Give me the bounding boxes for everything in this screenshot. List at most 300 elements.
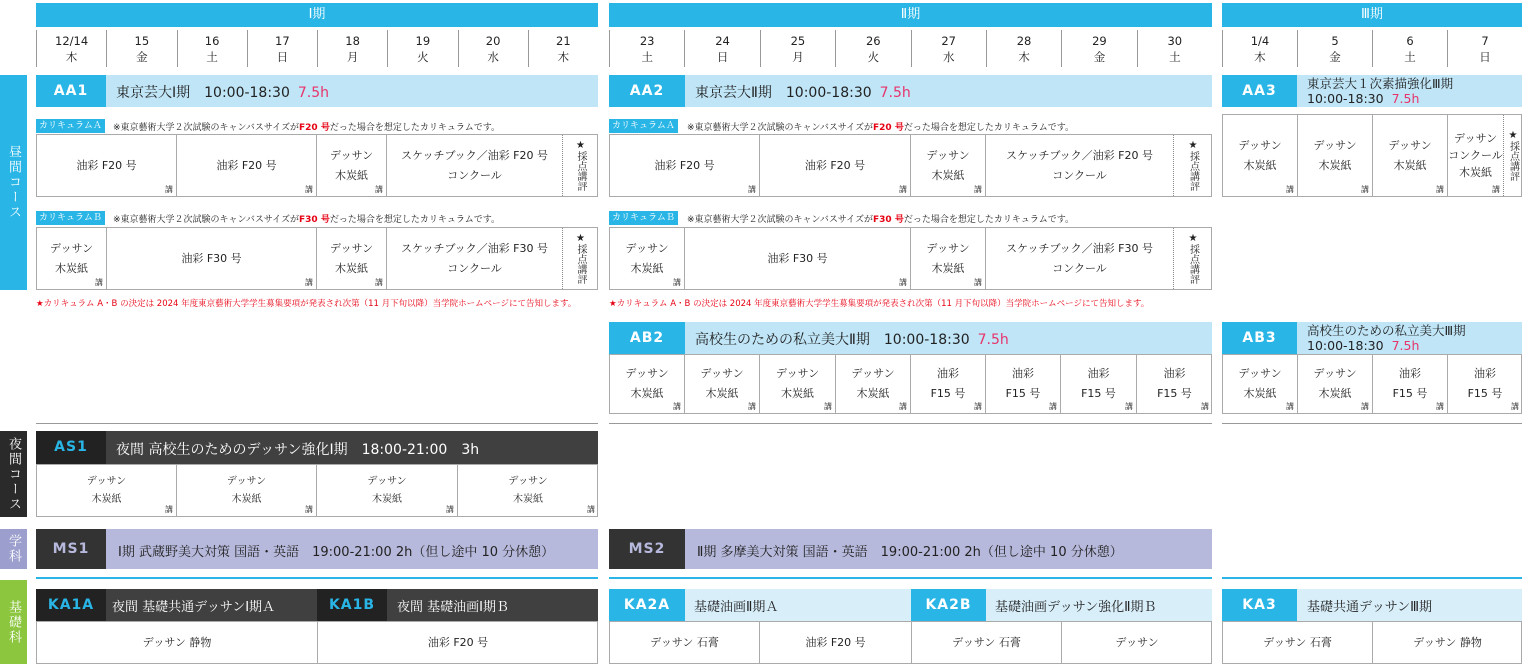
- ko-mark: 講: [375, 278, 383, 287]
- ka1a-title: 夜間 基礎共通デッサンⅠ期Ａ: [112, 600, 276, 615]
- aa1-a-cell-1: [37, 135, 177, 196]
- cell-label: デッサン: [226, 475, 267, 487]
- ko-mark: 講: [748, 185, 756, 194]
- cell-label: 油彩 F30 号: [181, 251, 242, 265]
- ms2-tag: MS2: [609, 529, 685, 569]
- date-day: 20: [485, 34, 501, 48]
- ka2b-tag: KA2B: [911, 589, 986, 621]
- date-cell: [36, 30, 106, 67]
- divider-night-2: [609, 423, 1212, 424]
- date-cell: [609, 30, 684, 67]
- aa1-curriculum-a-badge: カリキュラムＡ: [36, 119, 105, 133]
- aa1-b-cell-1: [37, 228, 107, 289]
- date-day: 1/4: [1250, 34, 1270, 48]
- ko-mark: 講: [587, 505, 595, 514]
- cell-label: 油彩 F20 号: [76, 158, 137, 172]
- ms2-title: Ⅱ期 多摩美大対策 国語・英語 19:00-21:00 2h（但し途中 10 分休憩）: [697, 545, 1123, 560]
- ka2b-cell-2: [1062, 622, 1212, 663]
- cell-label-2: 木炭紙: [856, 387, 890, 400]
- ko-mark: 講: [95, 278, 103, 287]
- aa1-cur-a-pre: ※東京藝術大学２次試験のキャンバスサイズが: [113, 123, 300, 133]
- aa2-b-cell-3: [911, 228, 986, 289]
- cell-label-2: 木炭紙: [91, 493, 122, 505]
- aa1-cur-b-pre: ※東京藝術大学２次試験のキャンバスサイズが: [113, 215, 300, 225]
- date-day: 16: [204, 34, 220, 48]
- cell-label-2: 木炭紙: [931, 168, 965, 182]
- side-label-night: 夜間コース: [0, 431, 27, 517]
- aa1-cur-b-post: だった場合を想定したカリキュラムです。: [329, 215, 501, 225]
- aa1-curriculum-b-row: [36, 227, 598, 290]
- ko-mark: 講: [1361, 185, 1369, 194]
- aa2-tag: AA2: [609, 75, 685, 107]
- ko-mark: 講: [1436, 402, 1444, 411]
- cell-label: 油彩: [1087, 367, 1110, 380]
- aa2-cur-a-post: だった場合を想定したカリキュラムです。: [903, 123, 1075, 133]
- date-cell: [177, 30, 247, 67]
- aa1-title: [116, 82, 329, 102]
- aa2-a-cell-3: [911, 135, 986, 196]
- divider-kiso-3: [1222, 577, 1522, 579]
- review-label: 採点講評: [1187, 151, 1199, 191]
- ka2a-tag: KA2A: [609, 589, 685, 621]
- aa2-b-cell-1: [610, 228, 685, 289]
- star-icon: ★: [1507, 130, 1519, 141]
- ko-mark: 講: [974, 402, 982, 411]
- cell-label-2: F15 号: [1392, 387, 1428, 400]
- phase-3-header: Ⅲ期: [1222, 3, 1522, 27]
- date-day: 18: [345, 34, 360, 48]
- date-weekday: 金: [136, 50, 148, 64]
- date-day: 17: [275, 34, 290, 48]
- date-day: 25: [790, 34, 806, 48]
- aa2-cur-a-red: F20 号: [873, 123, 904, 133]
- cell-label: 油彩: [1474, 367, 1496, 380]
- cell-label-2: F15 号: [1005, 387, 1041, 400]
- ka2b-title: 基礎油画デッサン強化Ⅱ期Ｂ: [995, 600, 1157, 615]
- cell-label: デッサン: [625, 367, 669, 380]
- cell-label: デッサン: [329, 148, 374, 162]
- date-day: 28: [1016, 34, 1032, 48]
- date-cell: [106, 30, 176, 67]
- date-weekday: 火: [417, 50, 429, 64]
- cell-label: 油彩 F30 号: [767, 251, 828, 265]
- side-label-kiso: 基礎科: [0, 580, 27, 664]
- cell-label: デッサン: [851, 367, 895, 380]
- date-day: 21: [556, 34, 571, 48]
- cell-label: デッサン: [926, 148, 970, 162]
- cell-label: 油彩 F20 号: [804, 158, 866, 172]
- date-day: 19: [415, 34, 431, 48]
- cell-label-2: 木炭紙: [55, 261, 88, 275]
- aa2-cur-b-post: だった場合を想定したカリキュラムです。: [903, 215, 1075, 225]
- ka2b-cell-1: [912, 622, 1062, 663]
- cell-label: デッサン: [775, 367, 820, 380]
- cell-label: デッサン: [1238, 367, 1282, 380]
- aa3-cell-2: [1298, 115, 1373, 196]
- date-weekday: 日: [276, 50, 289, 64]
- cell-label-2: コンクール: [447, 261, 502, 275]
- cell-label: デッサン: [508, 475, 548, 487]
- ka3-title: 基礎共通デッサンⅢ期: [1307, 600, 1433, 615]
- as1-cell-4: [458, 465, 598, 516]
- ka1-row: [36, 621, 598, 664]
- cell-label: デッサン: [1453, 132, 1498, 145]
- as1-title: 夜間 高校生のためのデッサン強化Ⅰ期 18:00-21:00 3h: [116, 442, 480, 458]
- as1-tag: AS1: [36, 431, 106, 464]
- aa1-title-text: 東京芸大Ⅰ期 10:00-18:30: [116, 85, 290, 101]
- cell-label: デッサン: [625, 241, 669, 255]
- cell-label: 油彩 F20 号: [805, 635, 866, 649]
- aa2-hours: 7.5h: [879, 85, 911, 101]
- ko-mark: 講: [899, 278, 907, 287]
- aa3-title: [1307, 76, 1453, 106]
- cell-label-2: コンクール: [1448, 149, 1503, 162]
- ko-mark: 講: [305, 278, 313, 287]
- cell-label: デッサン 石膏: [650, 635, 719, 649]
- cell-label: デッサン: [329, 241, 374, 255]
- ab3-cell-4: [1448, 355, 1522, 413]
- cell-label: 油彩 F20 号: [427, 635, 489, 649]
- ko-mark: 講: [673, 402, 681, 411]
- ms1-tag: MS1: [36, 529, 106, 569]
- as1-cell-1: [37, 465, 177, 516]
- cell-label: デッサン 静物: [142, 635, 212, 649]
- date-day: 15: [134, 34, 150, 48]
- ko-mark: 講: [165, 185, 173, 194]
- ab2-cell-2: [685, 355, 760, 413]
- ko-mark: 講: [1286, 185, 1294, 194]
- ab2-cell-8: [1137, 355, 1212, 413]
- date-weekday: 木: [1254, 50, 1266, 64]
- ab2-title: [695, 329, 1009, 349]
- ab3-title-line2: 10:00-18:30: [1307, 338, 1384, 353]
- aa1-curriculum-a-note: [113, 120, 500, 133]
- aa2-curriculum-a-badge: カリキュラムＡ: [609, 119, 678, 133]
- date-day: 26: [865, 34, 881, 48]
- star-icon: ★: [1187, 233, 1199, 244]
- aa2-a-cell-1: [610, 135, 760, 196]
- ko-mark: 講: [899, 185, 907, 194]
- date-day: 7: [1481, 34, 1489, 48]
- ka1b-tag: KA1B: [317, 589, 387, 621]
- cell-label: デッサン: [926, 241, 970, 255]
- aa1-curriculum-b-note: [113, 212, 500, 225]
- ab2-row: [609, 354, 1212, 414]
- cell-label-2: 木炭紙: [335, 168, 368, 182]
- date-weekday: 火: [867, 50, 880, 64]
- cell-label-2: F15 号: [930, 387, 966, 400]
- ko-mark: 講: [1511, 402, 1519, 411]
- ko-mark: 講: [1436, 185, 1444, 194]
- aa1-a-cell-review: [563, 135, 598, 196]
- date-day: 29: [1092, 34, 1107, 48]
- date-day: 6: [1406, 34, 1414, 48]
- ka2a-cell-2: [760, 622, 912, 663]
- date-weekday: 水: [942, 50, 955, 64]
- aa2-b-cell-4: [986, 228, 1174, 289]
- divider-night-3: [1222, 423, 1522, 424]
- date-weekday: 日: [716, 50, 729, 64]
- cell-label-2: 木炭紙: [1393, 158, 1427, 172]
- ka1b-cell: [318, 622, 598, 663]
- date-day: 5: [1331, 34, 1339, 48]
- ka3-cell-1: [1223, 622, 1373, 663]
- date-cell: [528, 30, 598, 67]
- cell-label: デッサン: [1313, 367, 1357, 380]
- ka3-cell-2: [1373, 622, 1522, 663]
- side-label-gakka: 学科: [0, 529, 27, 569]
- date-weekday: 木: [557, 50, 570, 64]
- aa2-footnote: ★カリキュラム A・B の決定は 2024 年度東京藝術大学学生募集要項が発表され次第（11 月下旬以降）当学院ホームページにて告知します。: [609, 299, 1150, 309]
- aa2-curriculum-b-note: [687, 212, 1074, 225]
- cell-label-2: 木炭紙: [705, 387, 739, 400]
- date-cell: [684, 30, 759, 67]
- ko-mark: 講: [899, 402, 907, 411]
- cell-label-2: コンクール: [1052, 261, 1107, 275]
- cell-label: デッサン: [86, 475, 127, 487]
- cell-label: デッサン: [367, 475, 407, 487]
- aa3-title-line1: 東京芸大１次素描強化Ⅲ期: [1307, 76, 1454, 91]
- aa2-title: [695, 82, 911, 102]
- ab2-title-text: 高校生のための私立美大Ⅱ期 10:00-18:30: [695, 332, 970, 348]
- aa2-b-cell-2: [685, 228, 911, 289]
- ko-mark: 講: [305, 505, 313, 514]
- cell-label-2: 木炭紙: [1243, 158, 1277, 172]
- aa1-a-cell-4: [387, 135, 563, 196]
- ab2-cell-6: [986, 355, 1061, 413]
- cell-label-2: F15 号: [1157, 387, 1192, 400]
- ab3-tag: AB3: [1222, 322, 1297, 354]
- cell-label: 油彩: [1163, 367, 1186, 380]
- phase-1-header: Ⅰ期: [36, 3, 598, 27]
- ko-mark: 講: [1361, 402, 1369, 411]
- aa3-cell-4: [1448, 115, 1504, 196]
- ko-mark: 講: [1201, 402, 1209, 411]
- cell-label-2: コンクール: [1052, 168, 1107, 182]
- ko-mark: 講: [305, 185, 313, 194]
- aa3-tag: AA3: [1222, 75, 1297, 107]
- cell-label: デッサン: [1238, 138, 1282, 152]
- date-cell: [760, 30, 835, 67]
- as1-cell-3: [317, 465, 458, 516]
- date-weekday: 土: [1404, 50, 1416, 64]
- aa2-cur-b-pre: ※東京藝術大学２次試験のキャンバスサイズが: [687, 215, 874, 225]
- date-cell: [835, 30, 910, 67]
- ab3-title: [1307, 323, 1466, 353]
- cell-label-3: 木炭紙: [1459, 166, 1492, 179]
- cell-label: 油彩 F20 号: [216, 158, 277, 172]
- ka3-row: [1222, 621, 1522, 664]
- review-label: 採点講評: [575, 244, 586, 284]
- cell-label-2: 木炭紙: [231, 493, 262, 505]
- ab2-cell-3: [760, 355, 836, 413]
- date-weekday: 土: [206, 50, 218, 64]
- date-cell: [1297, 30, 1372, 67]
- aa2-b-cell-review: [1174, 228, 1212, 289]
- aa1-curriculum-b-badge: カリキュラムＢ: [36, 211, 105, 225]
- date-weekday: 土: [1169, 50, 1181, 64]
- ka1b-title: 夜間 基礎油画Ⅰ期Ｂ: [397, 600, 509, 615]
- ka1a-tag: KA1A: [36, 589, 106, 621]
- aa2-a-cell-review: [1174, 135, 1212, 196]
- date-weekday: 木: [65, 50, 78, 64]
- date-day: 27: [941, 34, 956, 48]
- ko-mark: 講: [974, 185, 982, 194]
- ab2-cell-4: [836, 355, 911, 413]
- cell-label: デッサン: [49, 241, 94, 255]
- cell-label: デッサン: [700, 367, 744, 380]
- cell-label: デッサン: [1388, 138, 1432, 152]
- cell-label-2: 木炭紙: [335, 261, 368, 275]
- date-cell: [911, 30, 986, 67]
- review-label: 採点講評: [1187, 244, 1199, 284]
- cell-label: スケッチブック／油彩 F30 号: [401, 241, 548, 255]
- aa2-title-text: 東京芸大Ⅱ期 10:00-18:30: [695, 85, 872, 101]
- cell-label-2: 木炭紙: [630, 387, 664, 400]
- divider-kiso-1: [36, 577, 598, 579]
- aa3-title-line2: 10:00-18:30: [1307, 91, 1384, 106]
- date-cell: [1137, 30, 1212, 67]
- review-label: 採点講評: [1507, 141, 1519, 181]
- date-weekday: 日: [1479, 50, 1491, 64]
- date-weekday: 月: [792, 50, 804, 64]
- cell-label: スケッチブック／油彩 F20 号: [401, 148, 548, 162]
- cell-label-2: 木炭紙: [931, 261, 965, 275]
- aa1-b-cell-3: [317, 228, 387, 289]
- aa1-tag: AA1: [36, 75, 106, 107]
- aa1-footnote: ★カリキュラム A・B の決定は 2024 年度東京藝術大学学生募集要項が発表され次第（11 月下旬以降）当学院ホームページにて告知します。: [36, 299, 577, 309]
- ab3-title-line1: 高校生のための私立美大Ⅲ期: [1307, 323, 1466, 338]
- aa1-hours: 7.5h: [297, 85, 330, 101]
- date-day: 24: [715, 34, 730, 48]
- cell-label: スケッチブック／油彩 F30 号: [1006, 241, 1153, 255]
- aa2-curriculum-a-note: [687, 120, 1074, 133]
- cell-label: 油彩: [937, 367, 959, 380]
- date-day: 23: [639, 34, 655, 48]
- star-icon: ★: [575, 140, 586, 151]
- cell-label-2: 木炭紙: [630, 261, 664, 275]
- ko-mark: 講: [673, 278, 681, 287]
- cell-label-2: 木炭紙: [513, 493, 543, 505]
- aa2-cur-a-pre: ※東京藝術大学２次試験のキャンバスサイズが: [687, 123, 874, 133]
- date-cell: [247, 30, 317, 67]
- ab2-hours: 7.5h: [977, 332, 1009, 348]
- aa1-a-cell-3: [317, 135, 387, 196]
- aa1-b-cell-review: [563, 228, 598, 289]
- aa3-cell-1: [1223, 115, 1298, 196]
- date-weekday: 木: [1018, 50, 1030, 64]
- date-cell: [387, 30, 457, 67]
- ab3-cell-1: [1223, 355, 1298, 413]
- cell-label-2: 木炭紙: [1243, 387, 1277, 400]
- cell-label: スケッチブック／油彩 F20 号: [1006, 148, 1153, 162]
- cell-label: 油彩: [1012, 367, 1034, 380]
- aa1-b-cell-4: [387, 228, 563, 289]
- ko-mark: 講: [1049, 402, 1057, 411]
- ab3-cell-2: [1298, 355, 1373, 413]
- cell-label-2: 木炭紙: [781, 387, 814, 400]
- aa2-curriculum-b-row: [609, 227, 1212, 290]
- aa2-a-cell-2: [760, 135, 911, 196]
- cell-label: 油彩: [1399, 367, 1421, 380]
- ab2-cell-1: [610, 355, 685, 413]
- ko-mark: 講: [1492, 185, 1500, 194]
- star-icon: ★: [575, 233, 586, 244]
- aa1-cur-a-red: F20 号: [299, 123, 330, 133]
- cell-label-2: 木炭紙: [1318, 158, 1352, 172]
- cell-label: デッサン 石膏: [1263, 635, 1332, 649]
- ab2-tag: AB2: [609, 322, 685, 354]
- ko-mark: 講: [974, 278, 982, 287]
- ka2a-cell-1: [610, 622, 760, 663]
- date-weekday: 月: [346, 50, 359, 64]
- date-cell: [1061, 30, 1136, 67]
- date-cell: [1222, 30, 1297, 67]
- ab3-cell-3: [1373, 355, 1448, 413]
- cell-label-2: F15 号: [1081, 387, 1116, 400]
- cell-label-2: コンクール: [447, 168, 502, 182]
- cell-label: デッサン: [1313, 138, 1357, 152]
- cell-label: デッサン 静物: [1413, 635, 1482, 649]
- ab2-cell-5: [911, 355, 986, 413]
- ko-mark: 講: [824, 402, 832, 411]
- cell-label-2: 木炭紙: [372, 493, 402, 505]
- aa3-cell-3: [1373, 115, 1448, 196]
- aa1-b-cell-2: [107, 228, 317, 289]
- aa2-a-cell-4: [986, 135, 1174, 196]
- aa2-cur-b-red: F30 号: [873, 215, 904, 225]
- date-day: 12/14: [55, 34, 89, 48]
- ab2-cell-7: [1061, 355, 1137, 413]
- cell-label-2: F15 号: [1467, 387, 1503, 400]
- aa1-cur-b-red: F30 号: [299, 215, 330, 225]
- date-cell: [1372, 30, 1447, 67]
- divider-kiso-2: [609, 577, 1212, 579]
- aa3-cell-review: [1504, 115, 1522, 196]
- date-day: 30: [1167, 34, 1183, 48]
- cell-label: デッサン: [1115, 635, 1159, 649]
- cell-label: デッサン 石膏: [952, 635, 1021, 649]
- aa3-hours: 7.5h: [1391, 91, 1420, 106]
- date-cell: [317, 30, 387, 67]
- date-cell: [986, 30, 1061, 67]
- ab3-hours: 7.5h: [1391, 338, 1420, 353]
- ko-mark: 講: [165, 505, 173, 514]
- ko-mark: 講: [446, 505, 454, 514]
- date-cell: [1447, 30, 1522, 67]
- date-weekday: 金: [1329, 50, 1341, 64]
- aa1-curriculum-a-row: [36, 134, 598, 197]
- cell-label-2: 木炭紙: [1318, 387, 1352, 400]
- date-weekday: 金: [1093, 50, 1106, 64]
- cell-label: 油彩 F20 号: [654, 158, 715, 172]
- ab3-row: [1222, 354, 1522, 414]
- date-cell: [458, 30, 528, 67]
- date-weekday: 水: [487, 50, 499, 64]
- aa1-cur-a-post: だった場合を想定したカリキュラムです。: [329, 123, 501, 133]
- ms1-title: Ⅰ期 武蔵野美大対策 国語・英語 19:00-21:00 2h（但し途中 10 分休憩）: [118, 545, 555, 560]
- ka3-tag: KA3: [1222, 589, 1297, 621]
- aa2-curriculum-b-badge: カリキュラムＢ: [609, 211, 678, 225]
- ko-mark: 講: [1125, 402, 1133, 411]
- ka2a-title: 基礎油画Ⅱ期Ａ: [694, 600, 779, 615]
- phase-2-header: Ⅱ期: [609, 3, 1212, 27]
- ka2-row: [609, 621, 1212, 664]
- ka1a-cell: [37, 622, 318, 663]
- ko-mark: 講: [1286, 402, 1294, 411]
- as1-row: [36, 464, 598, 517]
- aa3-row: [1222, 114, 1522, 197]
